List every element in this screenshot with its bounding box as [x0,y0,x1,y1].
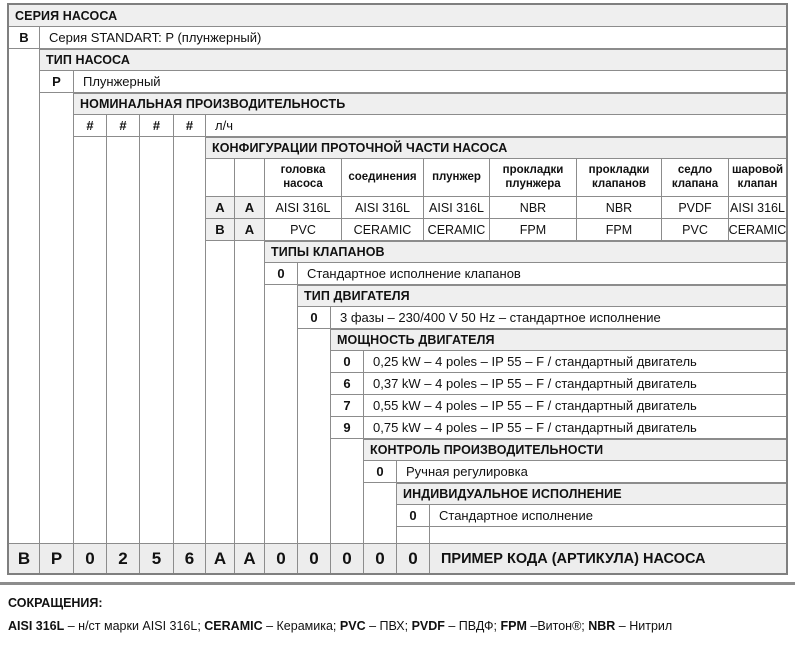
pump-type-value-row [9,71,786,93]
config-letter-header-blank [235,159,265,197]
config-row-aa [9,197,786,219]
code-channel [265,307,298,329]
code-channel [40,219,74,241]
code-channel [174,219,206,241]
code-channel [107,219,140,241]
example-code-cell: 5 [140,544,174,573]
config-value-cell: AISI 316L [342,197,424,219]
example-code-row [9,543,786,573]
desc-cell-capacity-control: Ручная регулировка [397,461,786,483]
code-channel [74,137,107,159]
code-channel [140,417,174,439]
capacity-header-row [9,93,786,115]
code-channel [40,351,74,373]
code-channel [235,307,265,329]
valve-types-value-row [9,263,786,285]
code-channel [107,263,140,285]
desc-cell-motor-type: 3 фазы – 230/400 V 50 Hz – стандартное исполнение [331,307,786,329]
code-channel [298,329,331,351]
code-channel [265,461,298,483]
motor-type-header-row [9,285,786,307]
code-channel [174,527,206,543]
config-row-ba [9,219,786,241]
code-channel [40,241,74,263]
code-channel [107,241,140,263]
code-channel [40,137,74,159]
code-channel [298,417,331,439]
code-channel [140,373,174,395]
code-channel [9,461,40,483]
code-channel [265,395,298,417]
code-channel [235,263,265,285]
code-channel [9,329,40,351]
code-channel [206,351,235,373]
config-col-head-plunger: плунжер [424,159,490,197]
code-channel [40,263,74,285]
code-channel [206,505,235,527]
config-value-cell: CERAMIC [729,219,786,241]
code-channel [174,241,206,263]
motor-power-row [9,373,786,395]
code-cell-series: B [9,27,40,49]
valve-types-header-row [9,241,786,263]
config-value-cell: PVC [265,219,342,241]
code-channel [74,461,107,483]
code-channel [235,439,265,461]
code-channel [206,307,235,329]
code-cell-valve-types: 0 [265,263,298,285]
code-channel [235,241,265,263]
code-cell-individual: 0 [397,505,430,527]
code-channel [174,197,206,219]
example-code-cell: 0 [364,544,397,573]
code-channel [265,483,298,505]
desc-cell-valve-types: Стандартное исполнение клапанов [298,263,786,285]
config-header-row [9,137,786,159]
code-channel [298,395,331,417]
code-channel [107,373,140,395]
motor-power-row [9,395,786,417]
code-channel [206,483,235,505]
code-channel [174,137,206,159]
code-channel [40,115,74,137]
config-value-cell: FPM [490,219,577,241]
example-code-cell: 6 [174,544,206,573]
code-channel [331,439,364,461]
code-channel [140,351,174,373]
desc-cell-motor-power: 0,37 kW – 4 poles – IP 55 – F / стандартный двигатель [364,373,786,395]
code-channel [298,373,331,395]
code-channel [74,351,107,373]
code-channel [74,263,107,285]
code-channel [40,439,74,461]
code-channel [107,285,140,307]
code-channel [174,373,206,395]
code-channel [74,285,107,307]
code-channel [265,329,298,351]
code-channel [40,329,74,351]
code-channel [331,483,364,505]
config-value-cell: AISI 316L [265,197,342,219]
code-channel [298,483,331,505]
config-code-cell: A [206,197,235,219]
code-channel [206,527,235,543]
code-channel [9,483,40,505]
desc-cell-series: Серия STANDART: P (плунжерный) [40,27,786,49]
code-channel [40,159,74,197]
code-channel [140,439,174,461]
config-code-cell: A [235,197,265,219]
code-channel [140,159,174,197]
code-channel [40,197,74,219]
code-channel [107,527,140,543]
code-channel [265,417,298,439]
code-channel [235,351,265,373]
series-value-row [9,27,786,49]
abbr-term: FPM [500,619,527,633]
example-code-cell: P [40,544,74,573]
code-channel [364,483,397,505]
code-channel [40,93,74,115]
abbr-term: PVC [339,619,366,633]
section-header-motor-power: МОЩНОСТЬ ДВИГАТЕЛЯ [331,329,786,351]
config-value-cell: NBR [577,197,662,219]
code-channel [9,307,40,329]
code-cell-motor-power: 0 [331,351,364,373]
example-code-cell: A [206,544,235,573]
abbr-desc: – ПВДФ; [444,619,501,633]
section-header-pump-type: ТИП НАСОСА [40,49,786,71]
desc-cell-motor-power: 0,75 kW – 4 poles – IP 55 – F / стандартный двигатель [364,417,786,439]
code-channel [107,159,140,197]
code-cell-motor-type: 0 [298,307,331,329]
config-value-cell: NBR [490,197,577,219]
code-channel [74,417,107,439]
code-channel [140,197,174,219]
code-channel [174,417,206,439]
capacity-digit-cell: # [74,115,107,137]
config-value-cell: AISI 316L [424,197,490,219]
code-channel [74,219,107,241]
code-channel [140,461,174,483]
code-channel [107,461,140,483]
code-channel [107,439,140,461]
code-channel [298,527,331,543]
code-channel [235,527,265,543]
code-channel [40,285,74,307]
code-channel [107,137,140,159]
abbr-term: CERAMIC [204,619,263,633]
pump-code-table [7,3,788,575]
code-channel [235,329,265,351]
code-channel [235,395,265,417]
channel-filler [430,527,786,543]
config-value-cell: PVC [662,219,729,241]
code-channel [397,527,430,543]
motor-power-row [9,351,786,373]
code-channel [9,263,40,285]
code-cell-pump-type: P [40,71,74,93]
code-channel [9,373,40,395]
code-channel [40,505,74,527]
example-code-cell: 0 [74,544,107,573]
code-channel [298,351,331,373]
code-channel [265,285,298,307]
code-channel [140,527,174,543]
series-header-row [9,5,786,27]
config-col-head-valve-seat: седло клапана [662,159,729,197]
section-header-series: СЕРИЯ НАСОСА [9,5,786,27]
config-value-cell: AISI 316L [729,197,786,219]
capacity-digit-cell: # [174,115,206,137]
code-channel [140,329,174,351]
capacity-control-value-row [9,461,786,483]
example-code-cell: A [235,544,265,573]
section-header-valve-types: ТИПЫ КЛАПАНОВ [265,241,786,263]
code-channel [40,307,74,329]
code-channel [265,505,298,527]
code-channel [206,329,235,351]
capacity-control-header-row [9,439,786,461]
example-code-label: ПРИМЕР КОДА (АРТИКУЛА) НАСОСА [441,550,706,567]
code-channel [107,417,140,439]
code-channel [9,71,40,93]
example-code-cell: B [9,544,40,573]
code-channel [265,527,298,543]
code-cell-motor-power: 9 [331,417,364,439]
abbr-term: NBR [588,619,616,633]
code-channel [235,505,265,527]
abbr-term: AISI 316L [8,619,65,633]
code-channel [265,439,298,461]
code-channel [9,439,40,461]
code-channel [140,241,174,263]
code-channel [364,505,397,527]
code-channel [74,527,107,543]
motor-power-header-row [9,329,786,351]
code-channel [9,49,40,71]
code-channel [107,395,140,417]
abbr-desc: – н/ст марки AISI 316L; [64,619,205,633]
code-channel [235,285,265,307]
code-channel [9,159,40,197]
desc-cell-pump-type: Плунжерный [74,71,786,93]
code-channel [206,263,235,285]
motor-type-value-row [9,307,786,329]
code-channel [74,307,107,329]
code-channel [331,461,364,483]
abbreviations-block [7,585,788,633]
code-channel [74,439,107,461]
config-value-cell: FPM [577,219,662,241]
config-col-head-ball-valve: шаровой клапан [729,159,786,197]
section-header-individual: ИНДИВИДУАЛЬНОЕ ИСПОЛНЕНИЕ [397,483,786,505]
code-channel [9,285,40,307]
config-letter-header-blank [206,159,235,197]
code-channel [235,461,265,483]
code-channel [9,197,40,219]
code-channel [174,439,206,461]
code-channel [235,417,265,439]
example-code-cell: 0 [265,544,298,573]
abbreviations-line [8,619,788,633]
abbreviations-title: СОКРАЩЕНИЯ: [8,596,103,610]
code-channel [74,197,107,219]
code-channel [140,137,174,159]
code-channel [40,527,74,543]
example-code-cell: 0 [298,544,331,573]
code-channel [74,159,107,197]
code-channel [206,373,235,395]
section-header-capacity: НОМИНАЛЬНАЯ ПРОИЗВОДИТЕЛЬНОСТЬ [74,93,786,115]
code-channel [235,483,265,505]
config-code-cell: B [206,219,235,241]
code-channel [174,395,206,417]
capacity-digit-cell: # [140,115,174,137]
config-value-cell: PVDF [662,197,729,219]
config-col-head-connections: соединения [342,159,424,197]
code-channel [174,329,206,351]
example-code-cell: 2 [107,544,140,573]
example-code-cell: 0 [397,544,430,573]
code-channel [107,329,140,351]
code-channel [107,483,140,505]
code-channel [140,285,174,307]
code-channel [9,505,40,527]
code-channel [74,241,107,263]
config-code-cell: A [235,219,265,241]
code-channel [174,351,206,373]
code-channel [140,505,174,527]
code-channel [235,373,265,395]
code-channel [298,461,331,483]
code-channel [9,395,40,417]
capacity-unit-cell: л/ч [206,115,786,137]
config-value-cell: CERAMIC [424,219,490,241]
code-channel [174,263,206,285]
code-channel [74,329,107,351]
code-channel [74,483,107,505]
code-channel [40,483,74,505]
capacity-digit-cell: # [107,115,140,137]
abbr-desc: – Нитрил [615,619,673,633]
code-channel [9,527,40,543]
pump-type-header-row [9,49,786,71]
code-channel [9,219,40,241]
code-channel [265,351,298,373]
section-header-motor-type: ТИП ДВИГАТЕЛЯ [298,285,786,307]
config-col-head-plunger-seals: прокладки плунжера [490,159,577,197]
code-channel [9,137,40,159]
capacity-value-row [9,115,786,137]
code-channel [9,417,40,439]
code-channel [40,373,74,395]
code-channel [140,307,174,329]
config-value-cell: CERAMIC [342,219,424,241]
config-columns-row [9,159,786,197]
config-col-head-valve-seals: прокладки клапанов [577,159,662,197]
code-channel [107,307,140,329]
code-channel [298,439,331,461]
code-cell-motor-power: 7 [331,395,364,417]
abbr-desc: – ПВХ; [365,619,412,633]
code-channel [331,505,364,527]
desc-cell-motor-power: 0,25 kW – 4 poles – IP 55 – F / стандартный двигатель [364,351,786,373]
code-channel [331,527,364,543]
code-channel [107,351,140,373]
code-channel [9,115,40,137]
code-cell-capacity-control: 0 [364,461,397,483]
individual-value-row [9,505,786,527]
code-channel [174,461,206,483]
code-channel [40,461,74,483]
code-channel [9,241,40,263]
code-channel [206,395,235,417]
code-channel [74,373,107,395]
config-col-head-pump-head: головка насоса [265,159,342,197]
code-channel [206,241,235,263]
abbr-term: PVDF [411,619,445,633]
code-channel [140,483,174,505]
desc-cell-motor-power: 0,55 kW – 4 poles – IP 55 – F / стандартный двигатель [364,395,786,417]
example-code-cell: 0 [331,544,364,573]
code-channel [265,373,298,395]
code-channel [174,483,206,505]
section-header-config: КОНФИГУРАЦИИ ПРОТОЧНОЙ ЧАСТИ НАСОСА [206,137,786,159]
code-channel [206,285,235,307]
code-channel [9,351,40,373]
code-channel [174,159,206,197]
code-channel [206,439,235,461]
code-channel [174,505,206,527]
code-channel [140,219,174,241]
abbr-desc: – Керамика; [262,619,340,633]
channel-spacer-row [9,527,786,543]
code-channel [40,417,74,439]
code-channel [74,395,107,417]
code-channel [140,395,174,417]
code-channel [107,197,140,219]
abbr-desc: –Витон®; [526,619,589,633]
code-channel [107,505,140,527]
individual-header-row [9,483,786,505]
code-channel [40,395,74,417]
code-channel [174,307,206,329]
code-channel [174,285,206,307]
code-channel [74,505,107,527]
code-channel [298,505,331,527]
code-channel [364,527,397,543]
motor-power-row [9,417,786,439]
code-channel [206,417,235,439]
code-cell-motor-power: 6 [331,373,364,395]
code-channel [140,263,174,285]
code-channel [9,93,40,115]
code-channel [206,461,235,483]
desc-cell-individual: Стандартное исполнение [430,505,786,527]
section-header-capacity-control: КОНТРОЛЬ ПРОИЗВОДИТЕЛЬНОСТИ [364,439,786,461]
